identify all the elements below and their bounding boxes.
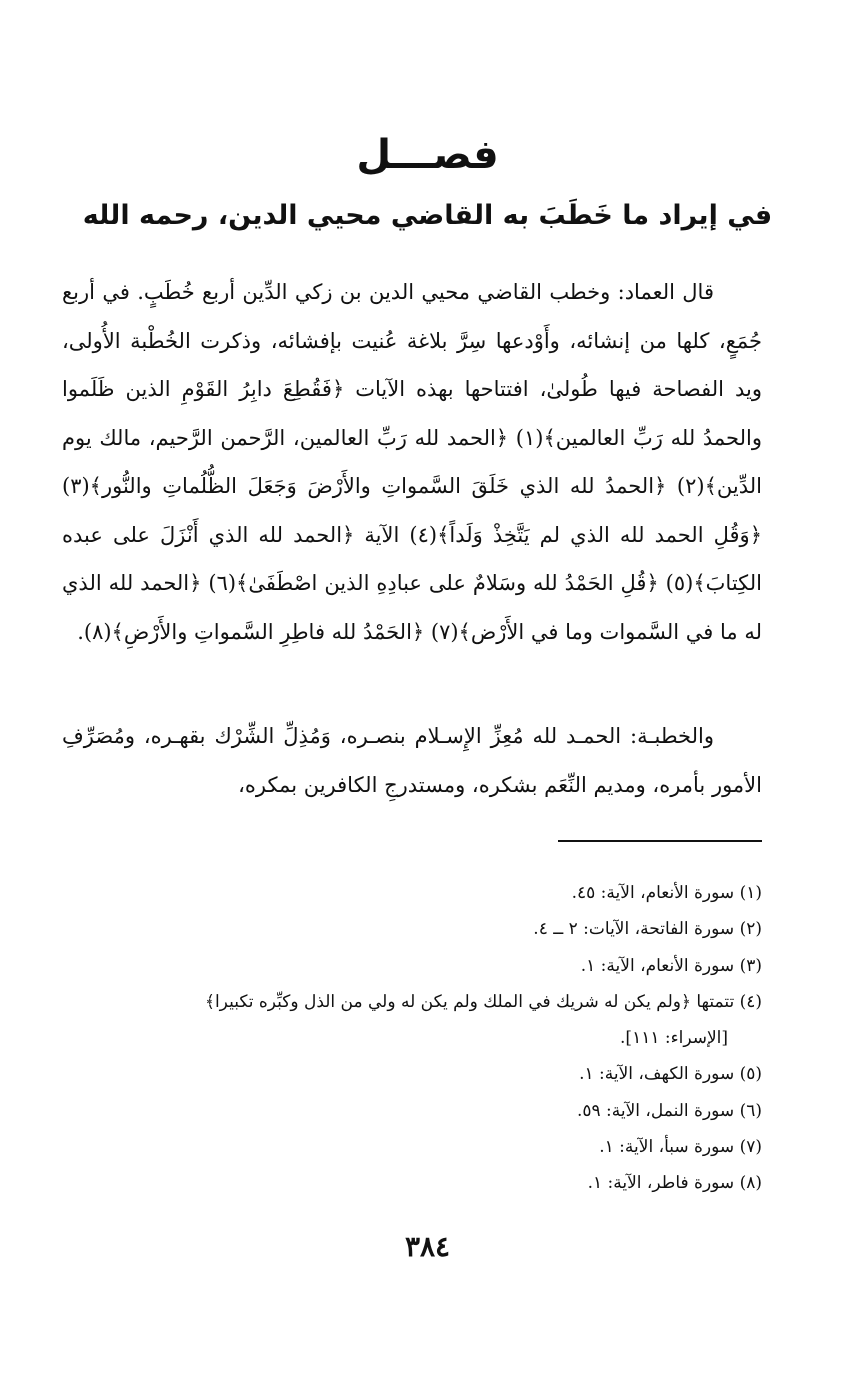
footnote-4-continuation: [الإسراء: ١١١]. [620,1028,728,1049]
footnote-2: (٢) سورة الفاتحة، الآيات: ٢ ــ ٤. [533,919,762,940]
footnote-6: (٦) سورة النمل، الآية: ٥٩. [576,1100,762,1121]
section-title: في إيراد ما خَطَبَ به القاضي محيي الدين، رحمه الله [82,200,773,231]
footnote-5: (٥) سورة الكهف، الآية: ١. [579,1064,762,1085]
footnote-7: (٧) سورة سبأ، الآية: ١. [599,1137,762,1158]
footnote-4: (٤) تتمتها ﴿ولم يكن له شريك في الملك ولم يكن له ولي من الذل وكبِّره تكبيرا﴾ [205,991,762,1012]
body-paragraph-2: والخطبـة: الحمـد لله مُعِزِّ الإِسـلام بنصـره، وَمُذِلِّ الشِّرْك بقهـره، ومُصَرِّفِ الأمور بأمره، ومديم النِّعَم بشكره، ومستدرجِ الكافرين بمكره، [62,724,762,797]
footnote-3: (٣) سورة الأنعام، الآية: ١. [580,955,762,976]
footnote-divider [558,840,762,842]
chapter-heading: فصـــل [356,132,499,178]
footnotes [62,875,762,1202]
body-paragraph-1: قال العماد: وخطب القاضي محيي الدين بن زكي الدِّين أربع خُطَبٍ. في أربع جُمَعٍ، كلها من إنشائه، وأَوْدعها سِرَّ بلاغة عُنيت بإفشائه، وذكرت الخُطْبة الأُولى، ويد الفصاحة فيها طُولىٰ، افتتاحها بهذه الآيات ﴿فَقُطِعَ دابِرُ القَوْمِ الذين ظَلَموا والحمدُ لله رَبِّ العالمين﴾(١) ﴿الحمد لله رَبِّ العالمين، الرَّحمن الرَّحيم، مالك يوم الدِّين﴾(٢) ﴿الحمدُ لله الذي خَلَقَ السَّمواتِ والأَرْضَ وَجَعَلَ الظُّلُماتِ والنُّور﴾(٣) ﴿وَقُلِ الحمد لله الذي لم يَتَّخِذْ وَلَداً﴾(٤) الآية ﴿الحمد لله الذي أَنْزَلَ على عبده الكِتابَ﴾(٥) ﴿قُلِ الحَمْدُ لله وسَلامٌ على عبادِهِ الذين اصْطَفَىٰ﴾(٦) ﴿الحمد لله الذي له ما في السَّموات وما في الأَرْض﴾(٧) ﴿الحَمْدُ لله فاطِرِ السَّمواتِ والأَرْضِ﴾(٨). [62,280,762,644]
footnote-8: (٨) سورة فاطر، الآية: ١. [587,1173,762,1194]
footnote-1: (١) سورة الأنعام، الآية: ٤٥. [571,883,762,903]
page-number: ٣٨٤ [404,1230,451,1263]
